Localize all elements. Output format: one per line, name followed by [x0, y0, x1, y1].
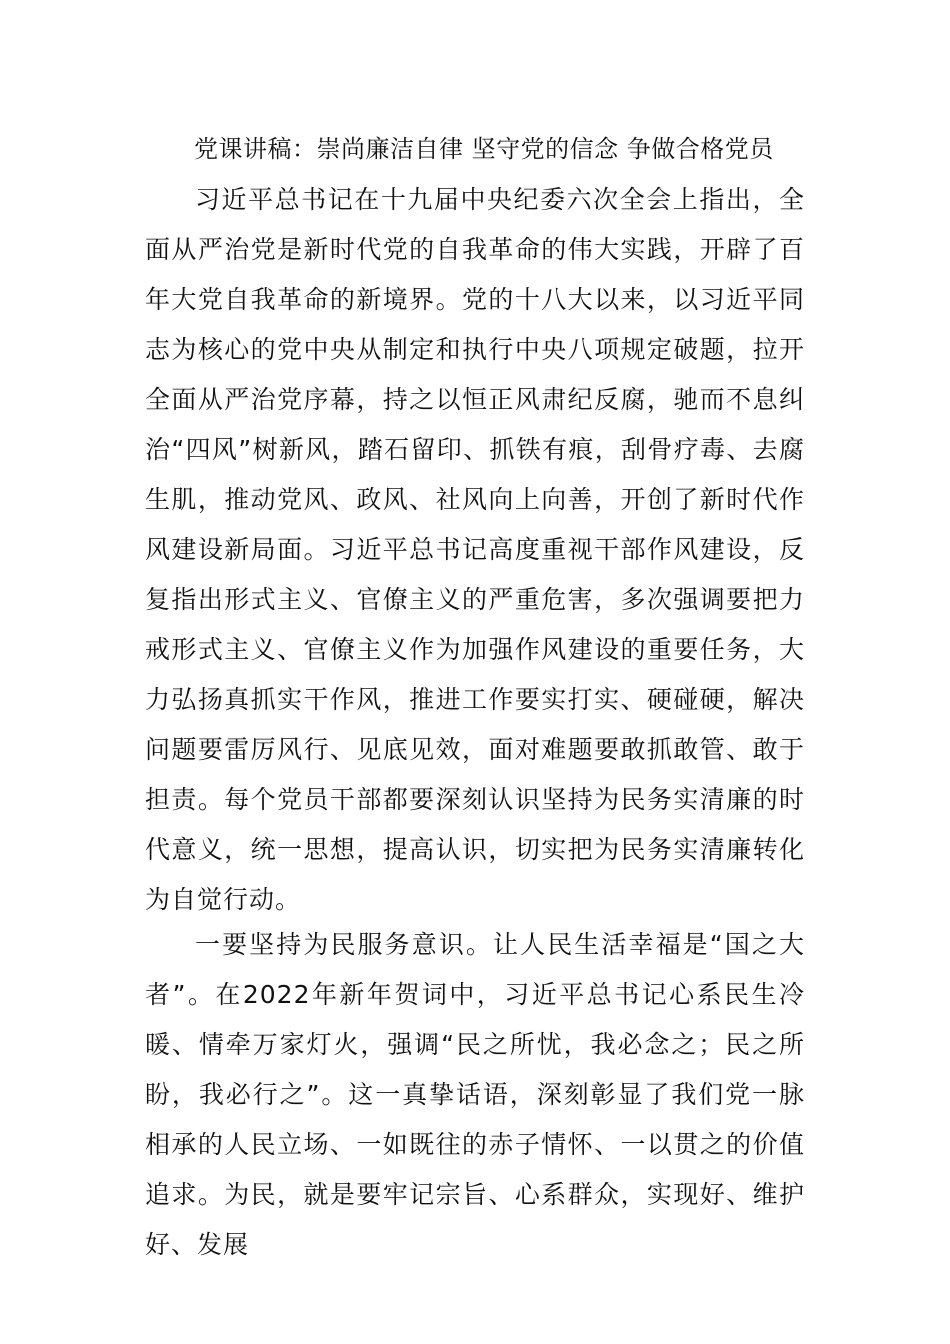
- paragraph-intro: 习近平总书记在十九届中央纪委六次全会上指出，全面从严治党是新时代党的自我革命的伟大实践，开辟了百年大党自我革命的新境界。党的十八大以来，以习近平同志为核心的党中央从制定和执行中央八项规定破题，拉开全面从严治党序幕，持之以恒正风肃纪反腐，驰而不息纠治“四风”树新风，踏石留印、抓铁有痕，刮骨疗毒、去腐生肌，推动党风、政风、社风向上向善，开创了新时代作风建设新局面。习近平总书记高度重视干部作风建设，反复指出形式主义、官僚主义的严重危害，多次强调要把力戒形式主义、官僚主义作为加强作风建设的重要任务，大力弘扬真抓实干作风，推进工作要实打实、硬碰硬，解决问题要雷厉风行、见底见效，面对难题要敢抓敢管、敢于担责。每个党员干部都要深刻认识坚持为民务实清廉的时代意义，统一思想，提高认识，切实把为民务实清廉转化为自觉行动。: [145, 185, 805, 914]
- document-title: 党课讲稿：崇尚廉洁自律 坚守党的信念 争做合格党员: [194, 135, 774, 163]
- paragraph-service-awareness: 一要坚持为民服务意识。让人民生活幸福是“国之大者”。在2022年新年贺词中，习近平总书记心系民生冷暖、情牵万家灯火，强调“民之所忧，我必念之；民之所盼，我必行之”。这一真挚话语，深刻彰显了我们党一脉相承的人民立场、一如既往的赤子情怀、一以贯之的价值追求。为民，就是要牢记宗旨、心系群众，实现好、维护好、发展: [145, 930, 805, 1259]
